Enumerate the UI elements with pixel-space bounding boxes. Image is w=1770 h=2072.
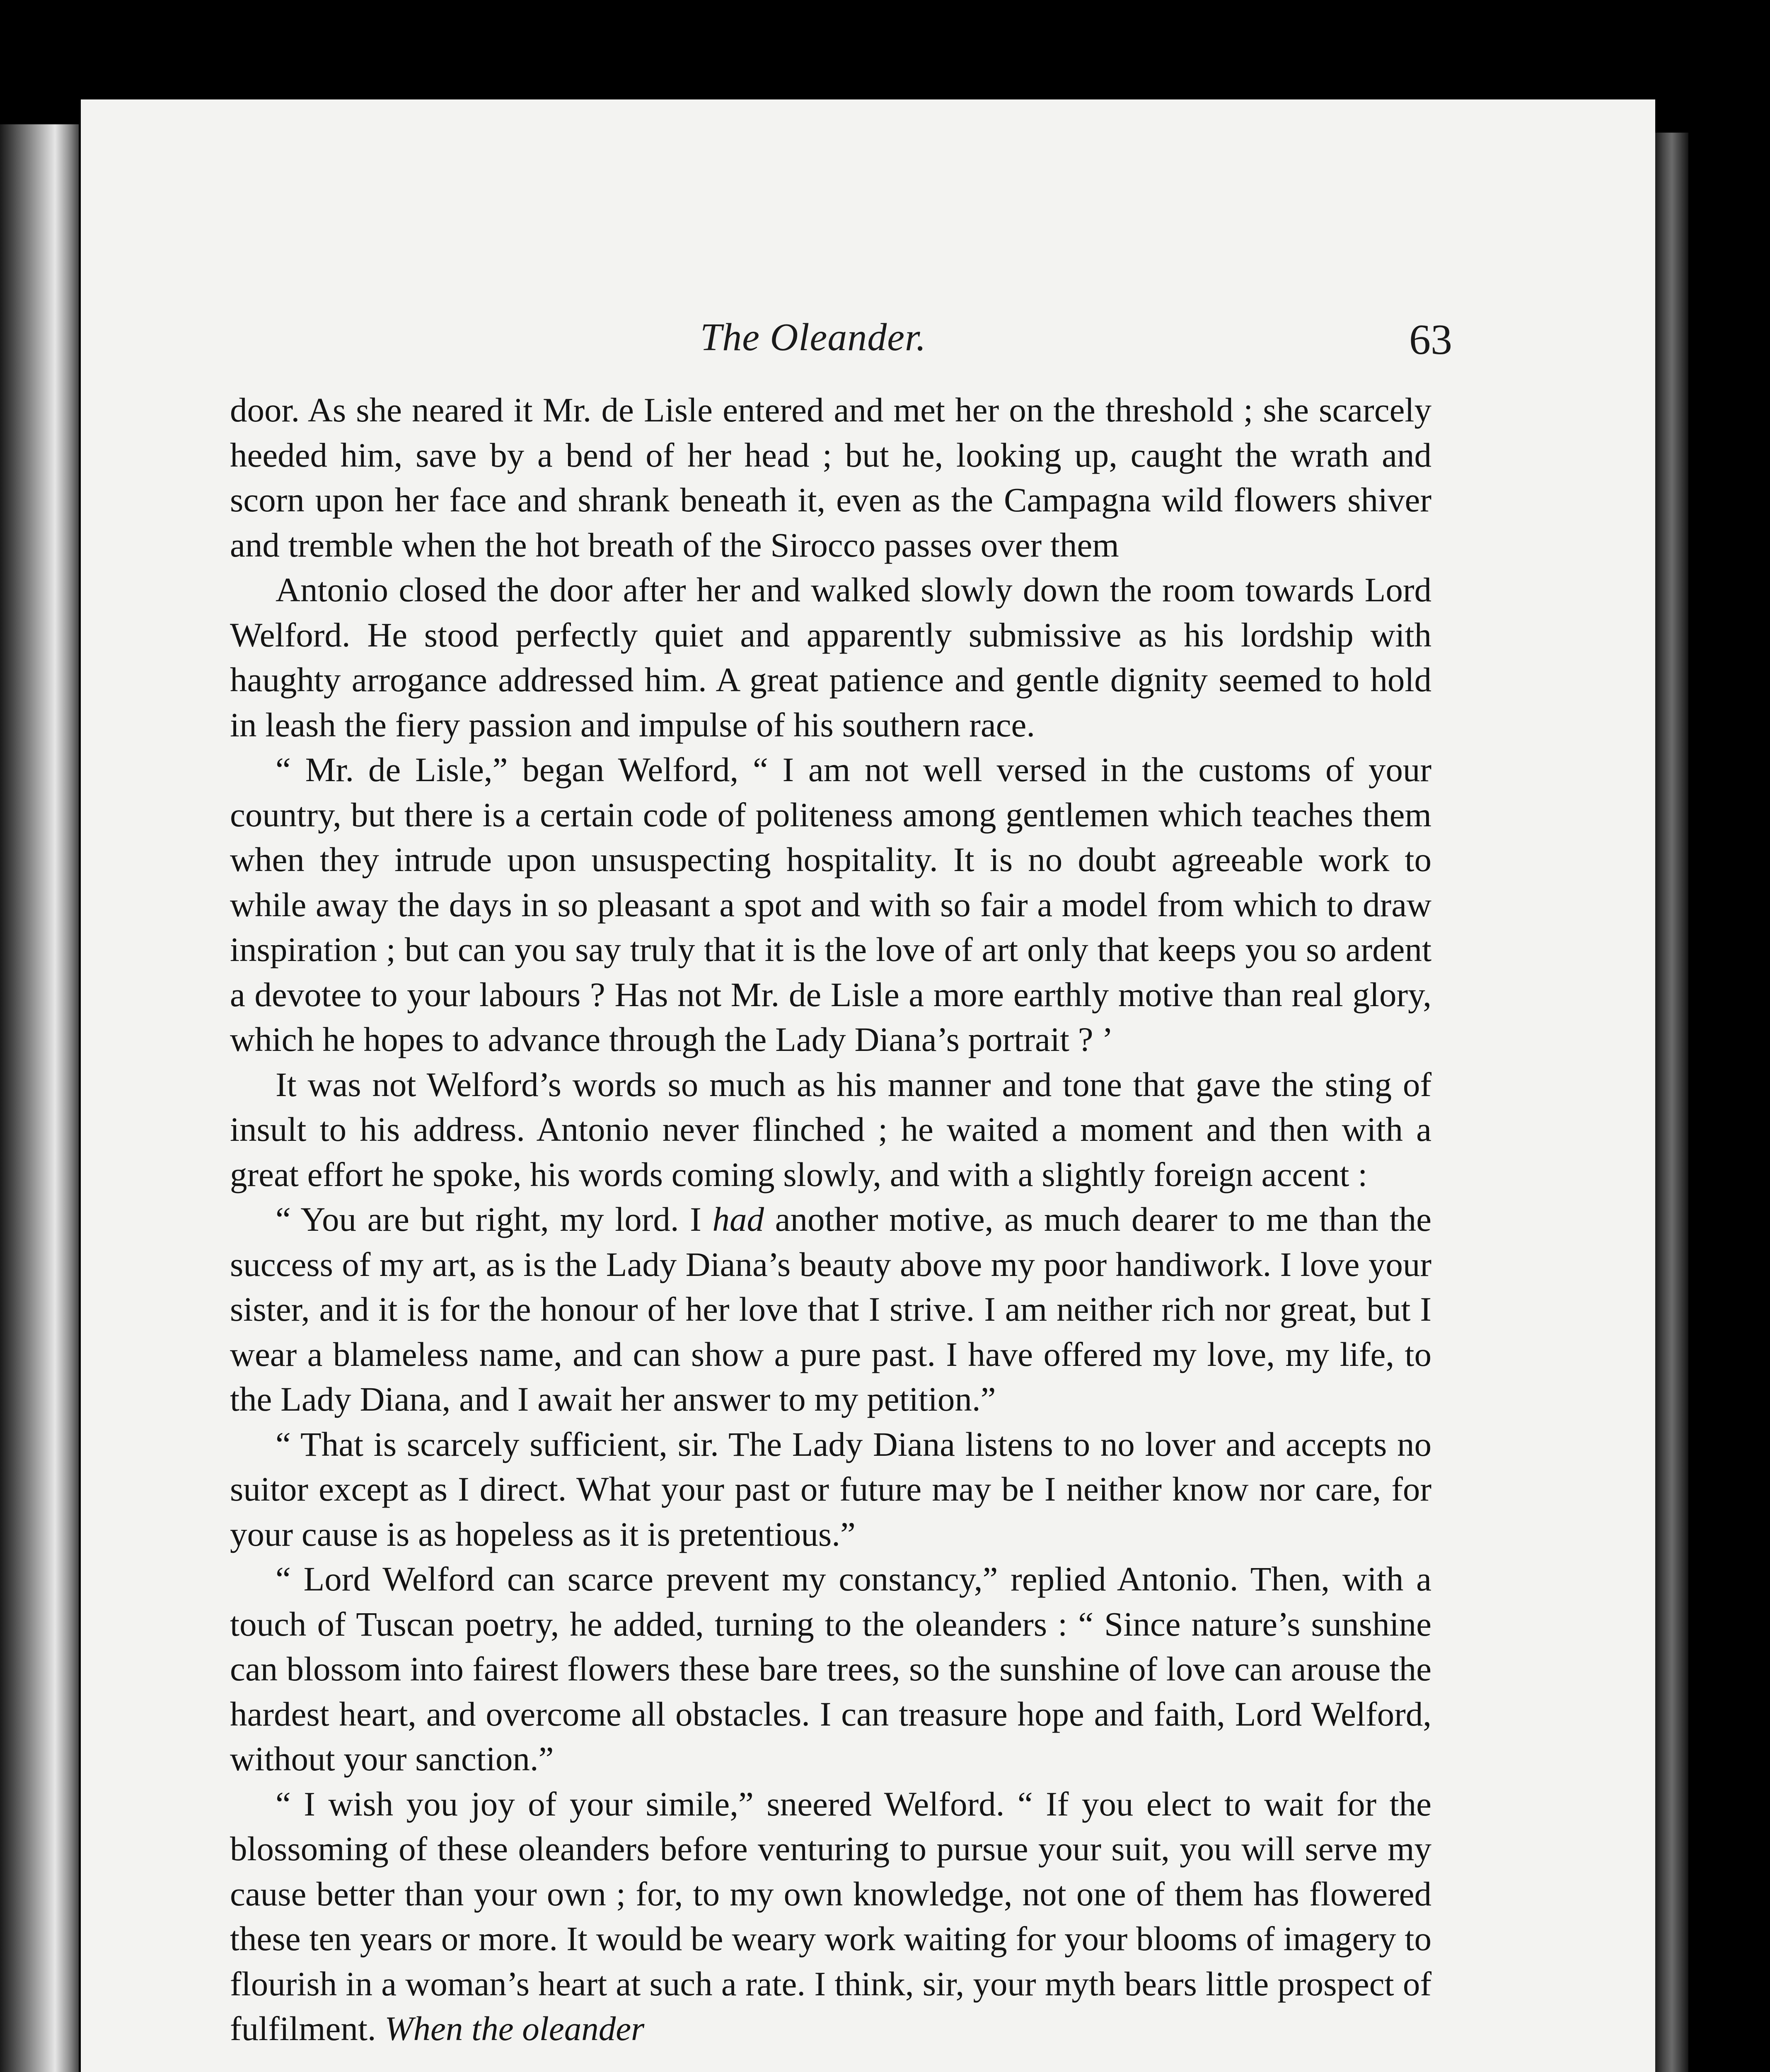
paragraph — [230, 1556, 1431, 1782]
paragraph-text: “ Mr. de Lisle,” began Welford, “ I am not well versed in the customs of your country, but there is a certain code of politeness among gentlemen which teaches them when they intrude upon unsuspecting hospitality. It is no doubt agreeable work to while away the days in so pleasant a spot and with so fair a model from which to draw inspiration ; but can you say truly that it is the love of art only that keeps you so ardent a devotee to your labours ? Has not Mr. de Lisle a more earthly motive than real glory, which he hopes to advance through the Lady Diana’s portrait ? ’ — [230, 750, 1431, 1058]
running-header — [230, 315, 1452, 369]
book-binding-edge — [1655, 133, 1688, 2072]
paragraph-text: “ Lord Welford can scarce prevent my constancy,” replied Antonio. Then, with a touch of Tuscan poetry, he added, turning to the oleanders : “ Since nature’s sunshine can blossom into fairest flowers these bare trees, so the sunshine of love can arouse the hardest heart, and overcome all obstacles. I can treasure hope and faith, Lord Welford, without your sanction.” — [230, 1560, 1431, 1778]
paragraph-text: It was not Welford’s words so much as his manner and tone that gave the sting of insult to his address. Antonio never flinched ; he waited a moment and then with a great effort he spoke, his words coming slowly, and with a slightly foreign accent : — [230, 1065, 1431, 1193]
paragraph — [230, 1422, 1431, 1557]
page-number: 63 — [1409, 316, 1452, 363]
paragraph-text: Antonio closed the door after her and walked slowly down the room towards Lord Welford. He stood perfectly quiet and apparently submissive as his lordship with haughty arrogance addressed him. A great patience and gentle dignity seemed to hold in leash the fiery passion and impulse of his southern race. — [230, 571, 1431, 744]
paragraph — [230, 747, 1431, 1062]
paragraph-text: “ You are but right, my lord. I — [276, 1200, 713, 1238]
paragraph — [230, 567, 1431, 747]
facing-page-edge — [0, 124, 79, 2072]
italic-text: When the oleander — [384, 2009, 645, 2048]
chapter-title: The Oleander. — [700, 316, 926, 359]
paragraph-text: another motive, as much dearer to me than the success of my art, as is the Lady Diana’s beauty above my poor handiwork. I love your sister, and it is for the honour of her love that I strive. I am neither rich nor great, but I wear a blameless name, and can show a pure past. I have offered my love, my life, to the Lady Diana, and I await her answer to my petition.” — [230, 1200, 1431, 1418]
italic-text: had — [712, 1200, 764, 1238]
paragraph-text: “ That is scarcely sufficient, sir. The Lady Diana listens to no lover and accepts no suitor except as I direct. What your past or future may be I neither know nor care, for your cause is as hopeless as it is pretentious.” — [230, 1425, 1431, 1553]
paragraph — [230, 1062, 1431, 1197]
paragraph — [230, 1197, 1431, 1422]
paragraph — [230, 1782, 1431, 2051]
paragraph — [230, 387, 1431, 567]
body-text — [230, 387, 1431, 2051]
paragraph-text: “ I wish you joy of your simile,” sneered Welford. “ If you elect to wait for the blossoming of these oleanders before venturing to pursue your suit, you will serve my cause better than your own ; for, to my own knowledge, not one of them has flowered these ten years or more. It would be weary work waiting for your blooms of imagery to flourish in a woman’s heart at such a rate. I think, sir, your myth bears little prospect of fulfilment. — [230, 1784, 1431, 2048]
paragraph-text: door. As she neared it Mr. de Lisle entered and met her on the threshold ; she scarcely heeded him, save by a bend of her head ; but he, looking up, caught the wrath and scorn upon her face and shrank beneath it, even as the Campagna wild flowers shiver and tremble when the hot breath of the Sirocco passes over them — [230, 391, 1431, 564]
